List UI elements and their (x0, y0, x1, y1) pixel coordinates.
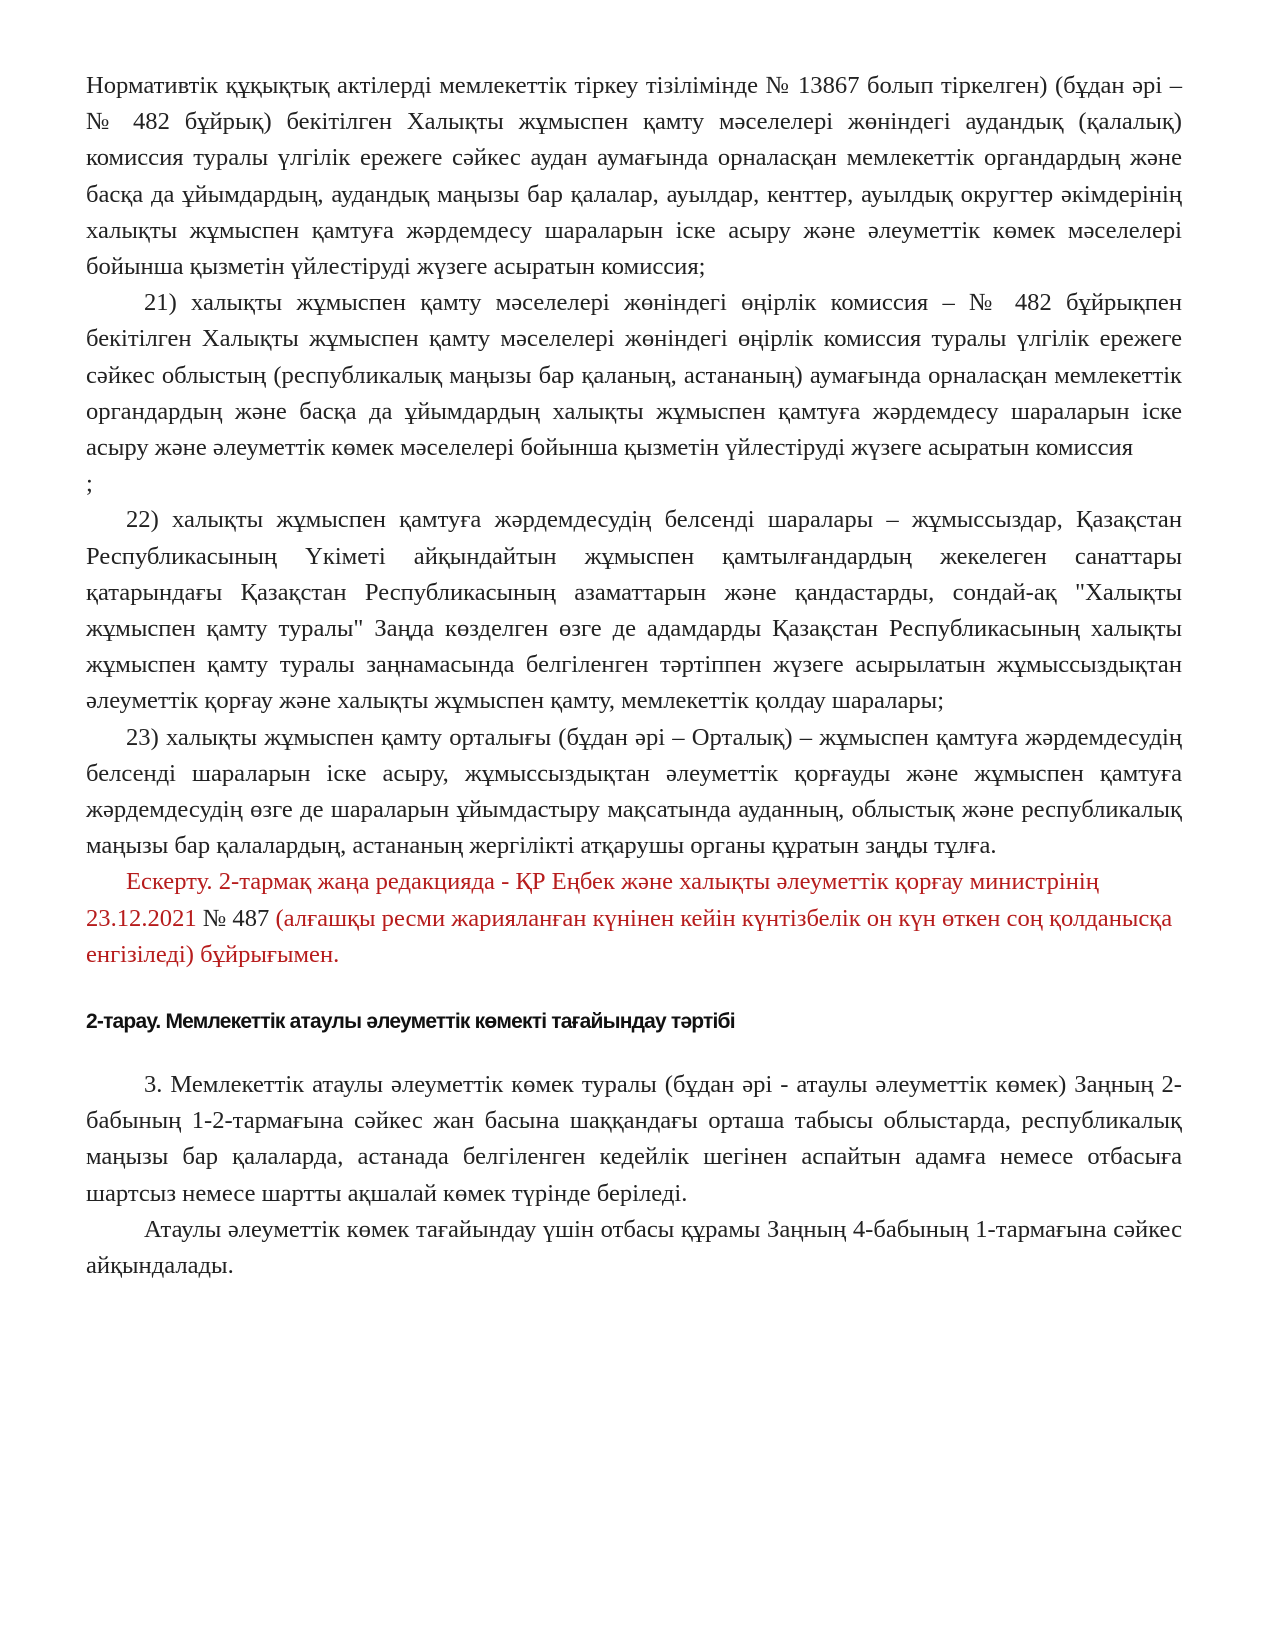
paragraph-intro: Нормативтік құқықтық актілерді мемлекеттік тіркеу тізілімінде № 13867 болып тіркелген) (бұдан әрі – № 482 бұйрық) бекітілген Халықты жұмыспен қамту мәселелері жөніндегі аудандық (қалалық) комиссия туралы үлгілік ережеге сәйкес аудан аумағында орналасқан мемлекеттік органдардың және басқа да ұйымдардың, аудандық маңызы бар қалалар, ауылдар, кенттер, ауылдық округтер әкімдерінің халықты жұмыспен қамтуға жәрдемдесу шараларын іске асыру және әлеуметтік көмек мәселелері бойынша қызметін үйлестіруді жүзеге асыратын комиссия; (86, 72, 1182, 281)
amendment-note (86, 864, 1182, 973)
paragraph-21-semicolon: ; (86, 470, 93, 498)
paragraph-3: 3. Мемлекеттік атаулы әлеуметтік көмек туралы (бұдан әрі - атаулы әлеуметтік көмек) Заңның 2-бабының 1-2-тармағына сәйкес жан басына шаққандағы орташа табысы облыстарда, республикалық маңызы бар қалаларда, астанада белгіленген кедейлік шегінен аспайтын адамға немесе отбасыға шартсыз немесе шартты ақшалай көмек түрінде беріледі. (86, 1071, 1182, 1207)
paragraph-23: 23) халықты жұмыспен қамту орталығы (бұдан әрі – Орталық) – жұмыспен қамтуға жәрдемдесудің белсенді шараларын іске асыру, жұмыссыздықтан әлеуметтік қорғауды және жұмыспен қамтуға жәрдемдесудің өзге де шараларын ұйымдастыру мақсатында ауданның, облыстық және республикалық маңызы бар қалалардың, астананың жергілікті атқарушы органы құратын заңды тұлға. (86, 723, 1182, 860)
amendment-note-effect: (алғашқы ресми жарияланған күнінен кейін күнтізбелік он күн өткен соң қолданысқа енгізіледі) бұйрығымен. (86, 904, 1173, 968)
paragraph-21: 21) халықты жұмыспен қамту мәселелері жөніндегі өңірлік комиссия – № 482 бұйрықпен бекітілген Халықты жұмыспен қамту мәселелері жөніндегі өңірлік комиссия туралы үлгілік ережеге сәйкес облыстың (республикалық маңызы бар қаланың, астананың) аумағында орналасқан мемлекеттік органдардың және басқа да ұйымдардың халықты жұмыспен қамтуға жәрдемдесу шараларын іске асыру және әлеуметтік көмек мәселелері бойынша қызметін үйлестіруді жүзеге асыратын комиссия (86, 289, 1182, 462)
paragraph-22: 22) халықты жұмыспен қамтуға жәрдемдесудің белсенді шаралары – жұмыссыздар, Қазақстан Республикасының Үкіметі айқындайтын жұмыспен қамтылғандардың жекелеген санаттары қатарындағы Қазақстан Республикасының азаматтарын және қандастарды, сондай-ақ "Халықты жұмыспен қамту туралы" Заңда көзделген өзге де адамдарды Қазақстан Республикасының халықты жұмыспен қамту туралы заңнамасында белгіленген тәртіппен жүзеге асырылатын жұмыссыздықтан әлеуметтік қорғау және халықты жұмыспен қамту, мемлекеттік қолдау шаралары; (86, 506, 1182, 715)
chapter-heading: 2-тарау. Мемлекеттік атаулы әлеуметтік көмекті тағайындау тәртібі (86, 1010, 735, 1034)
amendment-order-link[interactable]: № 487 (196, 904, 276, 932)
paragraph-3-composition: Атаулы әлеуметтік көмек тағайындау үшін отбасы құрамы Заңның 4-бабының 1-тармағына сәйкес айқындалады. (86, 1215, 1182, 1280)
amendment-note-text: Ескерту. 2-тармақ жаңа редакцияда - ҚР Еңбек және халықты әлеуметтік қорғау министрінің 23.12.2021 (86, 868, 1099, 932)
document-page (86, 68, 1182, 1284)
